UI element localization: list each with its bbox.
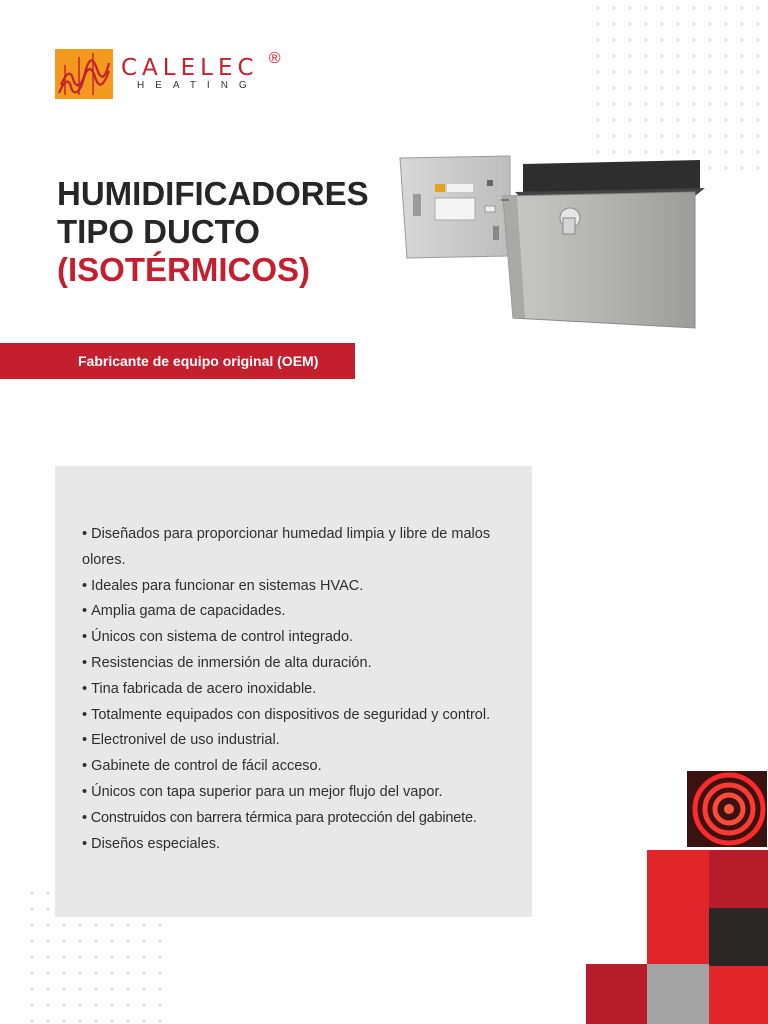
- decor-block-red: [709, 966, 768, 1024]
- feature-item: • Resistencias de inmersión de alta duración.: [82, 651, 510, 677]
- feature-item: • Amplia gama de capacidades.: [82, 599, 510, 625]
- title-line-1: HUMIDIFICADORES: [57, 175, 369, 212]
- brand-logo: [55, 48, 281, 100]
- dot-pattern-top: [590, 0, 768, 170]
- title-line-3: (ISOTÉRMICOS): [57, 251, 310, 288]
- decor-block-gray: [647, 964, 709, 1024]
- feature-item: • Construidos con barrera térmica para protección del gabinete.: [82, 806, 510, 832]
- feature-item: • Únicos con sistema de control integrado.: [82, 625, 510, 651]
- feature-item: • Ideales para funcionar en sistemas HVAC.: [82, 574, 510, 600]
- oem-banner: Fabricante de equipo original (OEM): [0, 343, 355, 379]
- decor-block-dark: [709, 908, 768, 966]
- brand-name: CALELEC: [121, 55, 259, 81]
- decor-block-crimson: [709, 850, 768, 908]
- humidifier-product-image: [395, 150, 715, 350]
- feature-item: • Tina fabricada de acero inoxidable.: [82, 677, 510, 703]
- brand-tagline: HEATING: [137, 80, 258, 91]
- feature-item: • Electronivel de uso industrial.: [82, 728, 510, 754]
- features-list: [82, 522, 510, 857]
- feature-item: • Totalmente equipados con dispositivos de seguridad y control.: [82, 703, 510, 729]
- feature-item: • Gabinete de control de fácil acceso.: [82, 754, 510, 780]
- decor-block-red: [647, 850, 709, 964]
- feature-item: • Diseñados para proporcionar humedad limpia y libre de malos olores.: [82, 522, 510, 574]
- title-line-2: TIPO DUCTO: [57, 213, 260, 250]
- feature-item: • Únicos con tapa superior para un mejor flujo del vapor.: [82, 780, 510, 806]
- features-panel: [55, 466, 532, 917]
- registered-mark: ®: [268, 50, 281, 67]
- page-title: [57, 175, 369, 289]
- feature-item: • Diseños especiales.: [82, 832, 510, 858]
- decor-block-crimson: [586, 964, 647, 1024]
- heating-coil-icon: [687, 771, 767, 847]
- heating-coil-image: [687, 771, 767, 847]
- calelec-logo-icon: [55, 49, 113, 99]
